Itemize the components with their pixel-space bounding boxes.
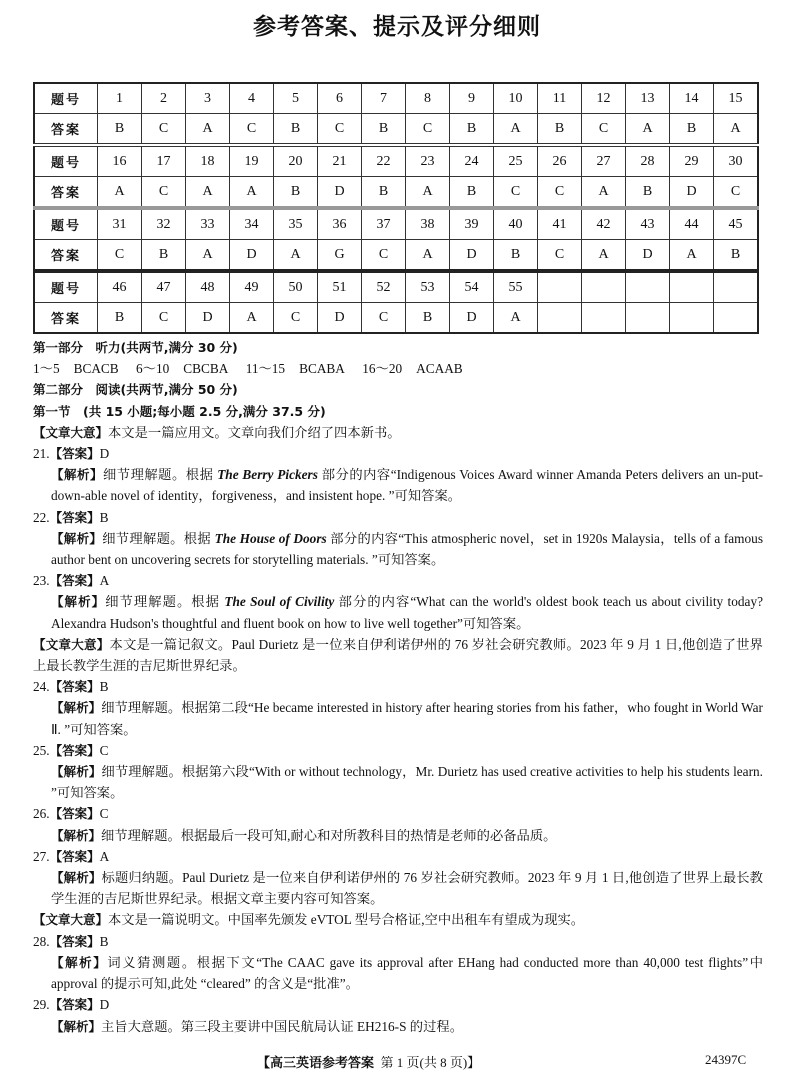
answer-cell: A [186,114,230,146]
answer-row [34,303,758,334]
question-number-cell: 15 [714,83,759,114]
answer-cell: C [98,240,142,272]
question-number-cell: 40 [494,208,538,240]
question-number-cell [714,271,759,303]
answer-line [33,846,763,867]
question-number-cell: 24 [450,145,494,177]
footer-page-info [257,1052,480,1071]
summary-tag: 【文章大意】 [33,424,109,440]
answer-value: A [99,573,110,589]
analysis-text: 细节理解题。根据 [103,467,218,483]
passages [33,422,763,1037]
answer-cell: C [406,114,450,146]
answer-explanations [33,337,763,1037]
question-number-cell: 32 [142,208,186,240]
footer-code: 24397C [705,1052,747,1067]
answer-cell: D [626,240,670,272]
answer-cell: D [670,177,714,209]
question-number-cell: 14 [670,83,714,114]
answer-row [34,240,758,272]
question-number: 28. [33,933,50,949]
answer-tag: 【答案】 [49,573,100,589]
question-number-cell: 46 [98,271,142,303]
answer-cell: A [494,303,538,334]
answer-cell: A [670,240,714,272]
question-number-row [34,208,758,240]
analysis [33,1016,763,1037]
answer-cell: A [494,114,538,146]
answer-cell: C [142,114,186,146]
analysis-text: 部分的内容“What can the world's oldest book teach us about civility today? Alexandra Hudson's thoughtful and fluent book on how to live well together”可知答案。 [51,594,763,631]
answer-cell [582,303,626,334]
answer-cell: C [274,303,318,334]
answer-value: B [99,509,109,525]
analysis-tag: 【解析】 [51,764,102,780]
question-number-cell: 4 [230,83,274,114]
question-number-row [34,83,758,114]
answer-cell: B [362,114,406,146]
analysis [33,825,763,846]
analysis [33,464,763,506]
answer-value: D [99,997,110,1013]
answer-cell: C [318,114,362,146]
label-question-number: 题号 [34,145,98,177]
question-number-cell: 48 [186,271,230,303]
analysis [33,697,763,739]
question-number-cell: 19 [230,145,274,177]
answer-cell: C [362,240,406,272]
answer-cell [670,303,714,334]
answer-cell: B [406,303,450,334]
question-number-cell: 47 [142,271,186,303]
part1-heading: 第一部分 听力(共两节,满分 30 分) [33,340,238,355]
question-number-cell: 20 [274,145,318,177]
group-range: 16～20 [362,361,403,377]
analysis-text: 细节理解题。根据 [105,594,225,610]
answer-tag: 【答案】 [49,679,100,695]
book-title: The House of Doors [214,530,327,546]
group-range: 1～5 [33,361,60,377]
question-number-cell: 38 [406,208,450,240]
answer-cell [626,303,670,334]
book-title: The Soul of Civility [224,594,335,610]
answer-cell: G [318,240,362,272]
analysis-text: 部分的内容“Indigenous Voices Award winner Amanda Peters delivers an un-put-down-able novel of identity，forgiveness，and insistent hope. ”可知答案。 [51,467,763,504]
question-number-cell: 49 [230,271,274,303]
answer-row [34,177,758,209]
group-answers: ACAAB [416,361,463,377]
summary-text: 本文是一篇说明文。中国率先颁发 eVTOL 型号合格证,空中出租车有望成为现实。 [108,912,585,928]
part1-answers [33,358,763,379]
answer-line [33,994,763,1015]
answer-line [33,931,763,952]
answer-cell: C [230,114,274,146]
answer-value: B [99,679,109,695]
analysis-text: 细节理解题。根据 [102,530,215,546]
answer-table [33,82,759,334]
question-number-cell [626,271,670,303]
question-number-cell: 27 [582,145,626,177]
question-number-cell: 45 [714,208,759,240]
analysis-text: 细节理解题。根据第六段“With or without technology，Mr. Durietz has used creative activities to help his students learn. ”可知答案。 [51,764,763,801]
analysis-text: 主旨大意题。第三段主要讲中国民航局认证 EH216-S 的过程。 [101,1018,463,1034]
question-number-cell: 7 [362,83,406,114]
label-answer: 答案 [34,240,98,272]
question-number-cell: 18 [186,145,230,177]
answer-cell: C [538,240,582,272]
group-range: 6～10 [136,361,170,377]
question-number-cell [582,271,626,303]
question-number-cell: 22 [362,145,406,177]
question-number-cell: 2 [142,83,186,114]
group-range: 11～15 [245,361,286,377]
passage-summary [33,634,763,676]
question-number: 21. [33,446,50,462]
label-question-number: 题号 [34,83,98,114]
analysis-tag: 【解析】 [51,530,103,546]
answer-cell: C [538,177,582,209]
question-number: 23. [33,573,50,589]
footer-subject: 【高三英语参考答案 [257,1055,375,1070]
analysis [33,952,763,994]
question-number-cell: 39 [450,208,494,240]
question-number-cell: 29 [670,145,714,177]
analysis-tag: 【解析】 [51,1018,102,1034]
question-number: 26. [33,806,50,822]
answer-cell: B [494,240,538,272]
answer-cell: A [230,303,274,334]
answer-cell: B [98,303,142,334]
analysis-text: 细节理解题。根据第二段“He became interested in history after hearing stories from his father，who fought in World War Ⅱ. ”可知答案。 [51,700,763,737]
group-answers: BCABA [299,361,345,377]
answer-cell: D [186,303,230,334]
question-number-cell: 35 [274,208,318,240]
part2-heading: 第二部分 阅读(共两节,满分 50 分) [33,382,238,398]
question-number-cell: 21 [318,145,362,177]
answer-cell: A [274,240,318,272]
question-number-cell: 26 [538,145,582,177]
label-answer: 答案 [34,114,98,146]
analysis-tag: 【解析】 [51,870,102,886]
group-answers: CBCBA [183,361,229,377]
analysis-text: 部分的内容“This atmospheric novel，set in 1920s Malaysia，tells of a famous author bent on uncovering secrets for storytelling materials. ”可知答案。 [51,530,763,568]
answer-cell: D [318,177,362,209]
question-number-cell: 52 [362,271,406,303]
answer-cell: C [362,303,406,334]
question-number-cell: 33 [186,208,230,240]
analysis-text: 标题归纳题。Paul Durietz 是一位来自伊利诺伊州的 76 岁社会研究教师。2023 年 9 月 1 日,他创造了世界上最长教学生涯的吉尼斯世界纪录。根据文章主要内容可知答案。 [51,870,763,907]
answer-cell: C [142,303,186,334]
question-number: 27. [33,848,50,864]
passage-summary [33,422,763,443]
question-number-cell: 31 [98,208,142,240]
label-answer: 答案 [34,303,98,334]
answer-cell [538,303,582,334]
answer-cell: A [230,177,274,209]
answer-cell: B [450,177,494,209]
question-number-cell: 3 [186,83,230,114]
label-answer: 答案 [34,177,98,209]
answer-tag: 【答案】 [49,509,100,525]
answer-line [33,443,763,464]
question-number-cell: 9 [450,83,494,114]
question-number-cell: 8 [406,83,450,114]
analysis [33,761,763,803]
question-number-cell: 54 [450,271,494,303]
answer-cell: B [670,114,714,146]
analysis [33,591,763,633]
analysis-tag: 【解析】 [51,954,108,970]
question-number-cell: 25 [494,145,538,177]
answer-tag: 【答案】 [49,806,100,822]
answer-cell: D [450,303,494,334]
answer-cell: B [450,114,494,146]
answer-value: B [99,933,109,949]
summary-text: 本文是一篇应用文。文章向我们介绍了四本新书。 [108,424,401,440]
analysis-tag: 【解析】 [51,827,102,843]
answer-cell: B [142,240,186,272]
answer-cell: C [714,177,759,209]
analysis-text: 细节理解题。根据最后一段可知,耐心和对所教科目的热情是老师的必备品质。 [101,827,557,843]
page-title: 参考答案、提示及评分细则 [253,14,541,40]
analysis-tag: 【解析】 [51,700,102,716]
answer-cell: A [98,177,142,209]
answer-line [33,676,763,697]
passage-summary [33,909,763,930]
question-number-cell: 11 [538,83,582,114]
answer-cell: A [626,114,670,146]
book-title: The Berry Pickers [217,467,318,483]
answer-cell: B [626,177,670,209]
summary-tag: 【文章大意】 [33,636,110,652]
question-number-cell: 44 [670,208,714,240]
answer-cell: D [318,303,362,334]
analysis-text: 词义猜测题。根据下文“The CAAC gave its approval after EHang had conducted more than 40,000 test flights”中 approval 的提示可知,此处 “cleared” 的含义是“批准”。 [51,954,763,992]
question-number: 25. [33,742,50,758]
analysis-tag: 【解析】 [51,594,106,610]
analysis [33,867,763,909]
answer-cell: C [142,177,186,209]
analysis [33,528,763,570]
question-number-row [34,145,758,177]
answer-row [34,114,758,146]
answer-line [33,803,763,824]
question-number-cell: 53 [406,271,450,303]
question-number-cell: 34 [230,208,274,240]
answer-cell: B [98,114,142,146]
answer-cell: D [450,240,494,272]
question-number-cell: 13 [626,83,670,114]
question-number-cell [670,271,714,303]
answer-value: D [99,446,110,462]
question-number-cell: 5 [274,83,318,114]
summary-tag: 【文章大意】 [33,912,109,928]
answer-tag: 【答案】 [49,446,100,462]
answer-tag: 【答案】 [49,933,100,949]
label-question-number: 题号 [34,271,98,303]
answer-value: C [99,742,109,758]
answer-cell: B [362,177,406,209]
answer-tag: 【答案】 [49,742,100,758]
question-number-cell: 10 [494,83,538,114]
question-number-cell [538,271,582,303]
analysis-tag: 【解析】 [51,467,103,483]
answer-cell: B [538,114,582,146]
summary-text: 本文是一篇记叙文。Paul Durietz 是一位来自伊利诺伊州的 76 岁社会研究教师。2023 年 9 月 1 日,他创造了世界上最长教学生涯的吉尼斯世界纪录。 [33,636,763,674]
answer-tag: 【答案】 [49,997,100,1013]
question-number-cell: 43 [626,208,670,240]
question-number-cell: 16 [98,145,142,177]
question-number: 24. [33,679,50,695]
answer-tag: 【答案】 [49,848,100,864]
answer-cell: A [582,240,626,272]
section1-heading: 第一节 (共 15 小题;每小题 2.5 分,满分 37.5 分) [33,403,326,419]
answer-value: C [99,806,109,822]
question-number-cell: 51 [318,271,362,303]
answer-cell: A [186,177,230,209]
question-number-cell: 41 [538,208,582,240]
question-number-cell: 37 [362,208,406,240]
question-number-cell: 55 [494,271,538,303]
question-number-cell: 23 [406,145,450,177]
question-number: 29. [33,997,50,1013]
answer-value: A [99,848,110,864]
question-number: 22. [33,509,50,525]
question-number-cell: 50 [274,271,318,303]
question-number-cell: 42 [582,208,626,240]
answer-cell: A [186,240,230,272]
answer-cell: D [230,240,274,272]
question-number-cell: 12 [582,83,626,114]
answer-cell: B [274,177,318,209]
question-number-cell: 17 [142,145,186,177]
answer-cell [714,303,759,334]
answer-cell: C [494,177,538,209]
group-answers: BCACB [73,361,119,377]
answer-cell: B [274,114,318,146]
footer-page: 第 1 页(共 8 页)】 [380,1055,481,1070]
answer-line [33,507,763,528]
question-number-cell: 30 [714,145,759,177]
answer-cell: B [714,240,759,272]
label-question-number: 题号 [34,208,98,240]
answer-cell: A [406,240,450,272]
answer-cell: A [714,114,759,146]
answer-cell: A [582,177,626,209]
question-number-cell: 36 [318,208,362,240]
question-number-row [34,271,758,303]
answer-line [33,740,763,761]
question-number-cell: 1 [98,83,142,114]
question-number-cell: 6 [318,83,362,114]
answer-cell: C [582,114,626,146]
question-number-cell: 28 [626,145,670,177]
answer-cell: A [406,177,450,209]
answer-line [33,570,763,591]
